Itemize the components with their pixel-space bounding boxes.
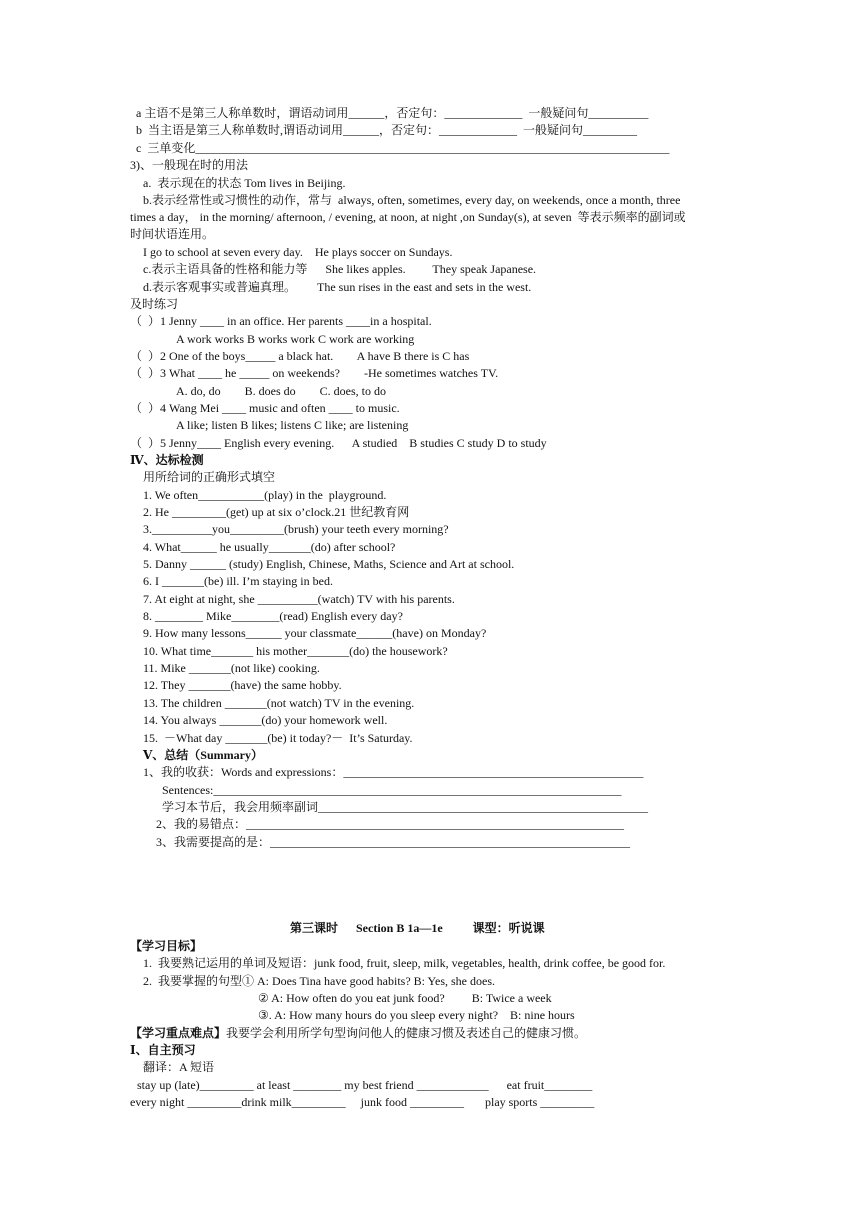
summary-line-2: Sentences:____________________________________________________________________ bbox=[162, 783, 622, 797]
preview-heading: Ⅰ、自主预习 bbox=[130, 1043, 196, 1057]
phrase-row-2: every night _________drink milk_________ junk food _________ play sports _________ bbox=[130, 1095, 595, 1109]
test-item: 6. I _______(be) ill. I’m staying in bed. bbox=[143, 574, 333, 588]
usage-d: d.表示客观事实或普遍真理。 The sun rises in the east and sets in the west. bbox=[143, 280, 532, 294]
summary-line-4: 2、我的易错点：_______________________________________________________________ bbox=[156, 817, 625, 831]
test-item: 10. What time_______ his mother_______(do) the housework? bbox=[143, 644, 448, 658]
usage-heading: 3)、一般现在时的用法 bbox=[130, 158, 248, 172]
practice-q1: （ ）1 Jenny ____ in an office. Her parents ____in a hospital. bbox=[130, 314, 432, 328]
test-item: 15. －What day _______(be) it today?－ It’s Saturday. bbox=[143, 731, 413, 745]
practice-q1-options: A work works B works work C work are working bbox=[176, 332, 415, 346]
translate-instruction: 翻译：A 短语 bbox=[143, 1060, 215, 1074]
usage-b-line3: 时间状语连用。 bbox=[130, 227, 215, 241]
practice-q3: （ ）3 What ____ he _____ on weekends? -He sometimes watches TV. bbox=[130, 366, 499, 380]
test-item: 14. You always _______(do) your homework well. bbox=[143, 713, 388, 727]
test-item: 12. They _______(have) the same hobby. bbox=[143, 678, 342, 692]
practice-heading: 及时练习 bbox=[130, 297, 179, 311]
usage-c: c.表示主语具备的性格和能力等 She likes apples. They speak Japanese. bbox=[143, 262, 537, 276]
phrase-row-1: stay up (late)_________ at least ________ my best friend ____________ eat fruit________ bbox=[137, 1078, 593, 1092]
usage-a: a. 表示现在的状态 Tom lives in Beijing. bbox=[143, 176, 346, 190]
practice-q5: （ ）5 Jenny____ English every evening. A studied B studies C study D to study bbox=[130, 436, 547, 450]
goal-2: 2. 我要掌握的句型① A: Does Tina have good habits? B: Yes, she does. bbox=[143, 974, 496, 988]
practice-q3-options: A. do, do B. does do C. does, to do bbox=[176, 384, 386, 398]
practice-q4-options: A like; listen B likes; listens C like; are listening bbox=[176, 418, 409, 432]
rule-b: b 当主语是第三人称单数时,谓语动词用______，否定句：_____________ 一般疑问句_________ bbox=[136, 123, 638, 137]
goal-2-sentence-2: ② A: How often do you eat junk food? B: Twice a week bbox=[258, 991, 552, 1005]
test-item: 8. ________ Mike________(read) English every day? bbox=[143, 609, 403, 623]
rule-c: c 三单变化_______________________________________________________________________________ bbox=[136, 141, 670, 155]
test-item: 1. We often___________(play) in the playground. bbox=[143, 488, 387, 502]
summary-line-5: 3、我需要提高的是：____________________________________________________________ bbox=[156, 835, 631, 849]
summary-heading: Ⅴ、总结（Summary） bbox=[143, 748, 263, 762]
practice-q2: （ ）2 One of the boys_____ a black hat. A have B there is C has bbox=[130, 349, 470, 363]
usage-example: I go to school at seven every day. He plays soccer on Sundays. bbox=[143, 245, 453, 259]
goal-heading: 【学习目标】 bbox=[130, 939, 203, 953]
test-item: 5. Danny ______ (study) English, Chinese, Maths, Science and Art at school. bbox=[143, 557, 515, 571]
test-instruction: 用所给词的正确形式填空 bbox=[143, 470, 276, 484]
summary-line-3: 学习本节后，我会用频率副词_______________________________________________________ bbox=[162, 800, 649, 814]
test-item: 7. At eight at night, she __________(watch) TV with his parents. bbox=[143, 592, 455, 606]
test-item: 2. He _________(get) up at six o’clock.21 世纪教育网 bbox=[143, 505, 410, 519]
key-text: 我要学会利用所学句型询问他人的健康习惯及表述自己的健康习惯。 bbox=[226, 1026, 587, 1040]
test-item: 13. The children _______(not watch) TV in the evening. bbox=[143, 696, 415, 710]
key-points bbox=[130, 1026, 586, 1040]
test-item: 11. Mike _______(not like) cooking. bbox=[143, 661, 320, 675]
test-heading: Ⅳ、达标检测 bbox=[130, 453, 204, 467]
practice-q4: （ ）4 Wang Mei ____ music and often ____ to music. bbox=[130, 401, 400, 415]
key-heading: 【学习重点难点】 bbox=[130, 1026, 227, 1040]
usage-b-line2: times a day， in the morning/ afternoon, / evening, at noon, at night ,on Sunday(s), at seven 等表示频率的副词或 bbox=[130, 210, 686, 224]
goal-2-sentence-3: ③. A: How many hours do you sleep every night? B: nine hours bbox=[258, 1008, 575, 1022]
summary-line-1: 1、我的收获：Words and expressions：__________________________________________________ bbox=[143, 765, 644, 779]
usage-b-line1: b.表示经常性或习惯性的动作，常与 always, often, sometimes, every day, on weekends, once a month, three bbox=[143, 193, 681, 207]
goal-1: 1. 我要熟记运用的单词及短语：junk food, fruit, sleep, milk, vegetables, health, drink coffee, be good for. bbox=[143, 956, 666, 970]
test-item: 4. What______ he usually_______(do) after school? bbox=[143, 540, 396, 554]
test-item: 3.__________you_________(brush) your teeth every morning? bbox=[143, 522, 449, 536]
lesson-title: 第三课时 Section B 1a—1e 课型：听说课 bbox=[290, 921, 545, 935]
rule-a: a 主语不是第三人称单数时，谓语动词用______，否定句：_____________ 一般疑问句__________ bbox=[136, 106, 649, 120]
test-item: 9. How many lessons______ your classmate______(have) on Monday? bbox=[143, 626, 487, 640]
